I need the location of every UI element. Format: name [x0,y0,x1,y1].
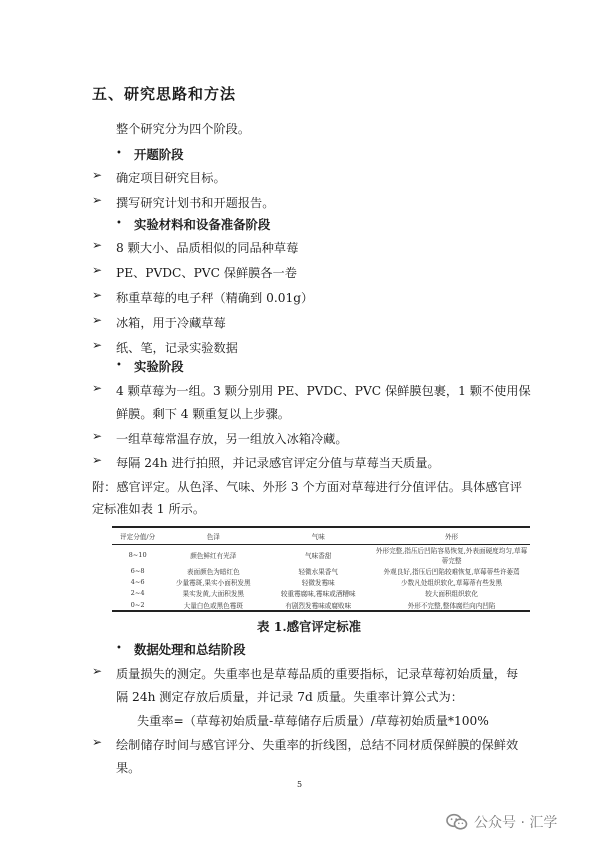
arrow-bullet-icon: ➢ [92,288,103,302]
list-item: 绘制储存时间与感官评分、失重率的折线图，总结不同材质保鲜膜的保鲜效 [116,738,519,752]
phase4-title: 数据处理和总结阶段 [134,642,246,657]
table-cell: 轻微水果香气 [298,567,338,576]
table-cell: 少量霉斑,果实小面积发黑 [175,578,251,587]
table-row [112,565,530,576]
list-item: 纸、笔，记录实验数据 [116,341,238,355]
table-cell: 有剧烈发霉味或腐败味 [263,599,373,611]
arrow-bullet-icon: ➢ [92,263,103,277]
table-cell: 轻微发霉味 [301,578,335,587]
list-item: 每隔 24h 进行拍照，并记录感官评定分值与草莓当天质量。 [116,456,440,470]
table-cell: 大量白色或黑色霉斑 [163,599,263,611]
table-header-cell: 气味 [263,527,373,545]
bullet-dot-icon: • [116,360,122,371]
bullet-dot-icon: • [116,218,122,229]
arrow-bullet-icon: ➢ [92,453,103,467]
table-caption: 表 1.感官评定标准 [257,619,361,634]
arrow-bullet-icon: ➢ [92,664,103,678]
note-text-continuation: 定标准如表 1 所示。 [92,502,206,516]
arrow-bullet-icon: ➢ [92,313,103,327]
table-cell: 少数凡处组织软化,草莓蒂有些发黑 [401,578,503,587]
watermark-text: 公众号 · 汇学 [474,815,558,831]
list-item-continuation: 果。 [116,761,141,775]
list-item: 4 颗草莓为一组。3 颗分别用 PE、PVDC、PVC 保鲜膜包裹，1 颗不使用保 [116,384,531,398]
arrow-bullet-icon: ➢ [92,193,103,207]
list-item: 一组草莓常温存放，另一组放入冰箱冷藏。 [116,432,348,446]
table-cell: 果实发黄,大面积发黑 [182,590,245,599]
table-header-cell: 外形 [373,527,530,545]
arrow-bullet-icon: ➢ [92,381,103,395]
table-cell: 表面颜色为暗红色 [186,567,240,576]
table-cell: 外观良好,指压后凹陷较难恢复,草莓蒂些许萎蔫 [383,567,520,576]
table-cell: 较重霉腐味,霉味或酒糟味 [280,590,356,599]
table-cell: 6~8 [130,566,145,575]
table-cell: 外形不完整,整体腐烂向内凹陷 [373,599,530,611]
table-header-cell: 评定分值/分 [112,527,163,545]
arrow-bullet-icon: ➢ [92,168,103,182]
table-row [112,545,530,566]
table-cell: 颜色鲜红有光泽 [190,552,237,560]
table-cell: 4~6 [130,577,145,586]
list-item: 质量损失的测定。失重率也是草莓品质的重要指标，记录草莓初始质量，每 [116,667,519,681]
phase1-title: 开题阶段 [134,147,184,162]
table-header-row [112,527,530,545]
phase2-title: 实验材料和设备准备阶段 [134,217,271,232]
wechat-icon [446,813,468,831]
list-item-continuation: 隔 24h 测定存放后质量，并记录 7d 质量。失重率计算公式为： [116,690,463,704]
table-cell: 0~2 [112,599,163,611]
arrow-bullet-icon: ➢ [92,429,103,443]
list-item: PE、PVDC、PVC 保鲜膜各一卷 [116,266,297,280]
table-cell: 外形完整,指压后凹陷容易恢复,外表面硬度均匀,草莓蒂完整 [375,547,528,565]
list-item-continuation: 鲜膜。剩下 4 颗重复以上步骤。 [116,407,290,421]
table-cell: 较大面积组织软化 [425,590,478,599]
list-item: 称重草莓的电子秤（精确到 0.01g） [116,291,314,305]
note-text: 附：感官评定。从色泽、气味、外形 3 个方面对草莓进行分值评估。具体感官评 [92,480,522,494]
bullet-dot-icon: • [116,148,122,159]
arrow-bullet-icon: ➢ [92,338,103,352]
list-item: 撰写研究计划书和开题报告。 [116,196,275,210]
table-row [112,576,530,587]
phase3-title: 实验阶段 [134,359,184,374]
table-row [112,599,530,611]
watermark [446,812,557,832]
section-heading: 五、研究思路和方法 [92,85,237,103]
table-cell: 8~10 [128,551,147,559]
table-cell: 2~4 [130,589,145,598]
arrow-bullet-icon: ➢ [92,238,103,252]
sensory-evaluation-table [112,526,530,612]
table-row [112,588,530,599]
bullet-dot-icon: • [116,643,122,654]
formula-text: 失重率=（草莓初始质量-草莓储存后质量）/草莓初始质量*100% [137,714,489,728]
table-cell: 气味香甜 [305,552,332,560]
intro-text: 整个研究分为四个阶段。 [116,122,251,136]
list-item: 8 颗大小、品质相似的同品种草莓 [116,241,299,255]
list-item: 冰箱，用于冷藏草莓 [116,316,226,330]
list-item: 确定项目研究目标。 [116,171,226,185]
table-header-cell: 色泽 [163,527,263,545]
page-number: 5 [297,780,303,789]
arrow-bullet-icon: ➢ [92,735,103,749]
